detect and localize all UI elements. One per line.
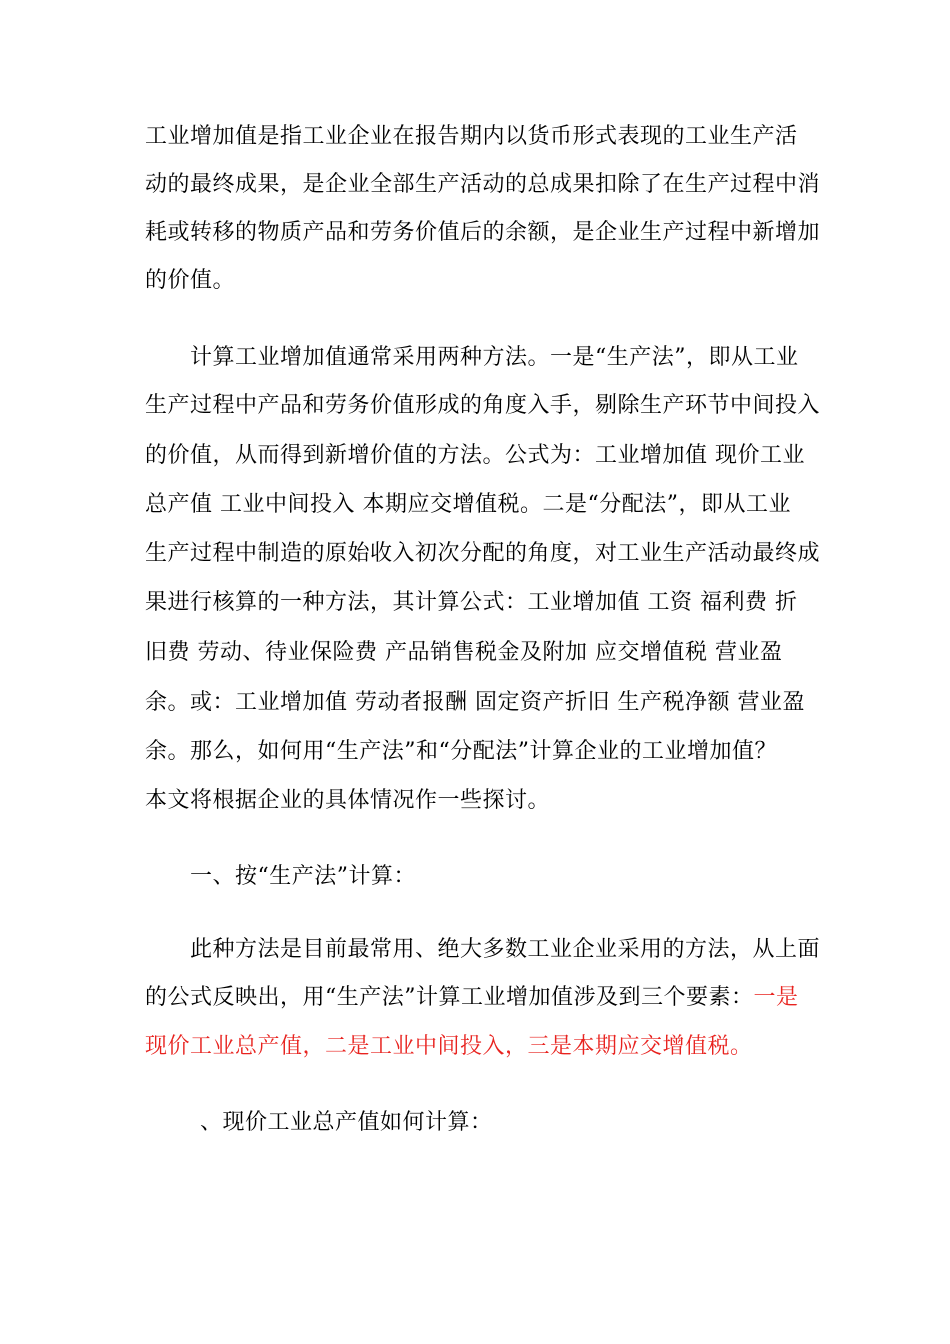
subsection-heading-gross-output: 、现价工业总产值如何计算：: [200, 1110, 493, 1135]
paragraph-3-line-2-text: 的公式反映出，用“生产法”计算工业增加值涉及到三个要素：: [145, 985, 754, 1010]
paragraph-2-line-6: 果进行核算的一种方法，其计算公式：工业增加值 工资 福利费 折: [145, 590, 798, 615]
paragraph-1-line-2: 动的最终成果，是企业全部生产活动的总成果扣除了在生产过程中消: [145, 172, 821, 197]
paragraph-2-line-4: 总产值 工业中间投入 本期应交增值税。二是“分配法”，即从工业: [145, 492, 791, 517]
paragraph-2-line-2: 生产过程中产品和劳务价值形成的角度入手，剔除生产环节中间投入: [145, 393, 821, 418]
paragraph-2-line-8: 余。或：工业增加值 劳动者报酬 固定资产折旧 生产税净额 营业盈: [145, 690, 805, 715]
paragraph-1-line-3: 耗或转移的物质产品和劳务价值后的余额，是企业生产过程中新增加: [145, 220, 821, 245]
paragraph-2-line-7: 旧费 劳动、待业保险费 产品销售税金及附加 应交增值税 营业盈: [145, 640, 783, 665]
paragraph-2-line-1: 计算工业增加值通常采用两种方法。一是“生产法”，即从工业: [190, 345, 799, 370]
paragraph-2-line-10: 本文将根据企业的具体情况作一些探讨。: [145, 788, 551, 813]
highlight-text-three-elements: 现价工业总产值，二是工业中间投入，三是本期应交增值税。: [145, 1034, 753, 1059]
paragraph-2-line-9: 余。那么，如何用“生产法”和“分配法”计算企业的工业增加值？: [145, 739, 777, 764]
paragraph-1-line-1: 工业增加值是指工业企业在报告期内以货币形式表现的工业生产活: [145, 124, 798, 149]
section-heading-production-method: 一、按“生产法”计算：: [190, 864, 416, 889]
paragraph-3-line-2: [145, 983, 815, 1013]
paragraph-2-line-3: 的价值，从而得到新增价值的方法。公式为：工业增加值 现价工业: [145, 443, 805, 468]
paragraph-3-line-1: 此种方法是目前最常用、绝大多数工业企业采用的方法，从上面: [190, 937, 821, 962]
paragraph-1-line-4: 的价值。: [145, 268, 236, 293]
highlight-text-start: 一是: [753, 985, 799, 1010]
paragraph-2-line-5: 生产过程中制造的原始收入初次分配的角度，对工业生产活动最终成: [145, 541, 821, 566]
